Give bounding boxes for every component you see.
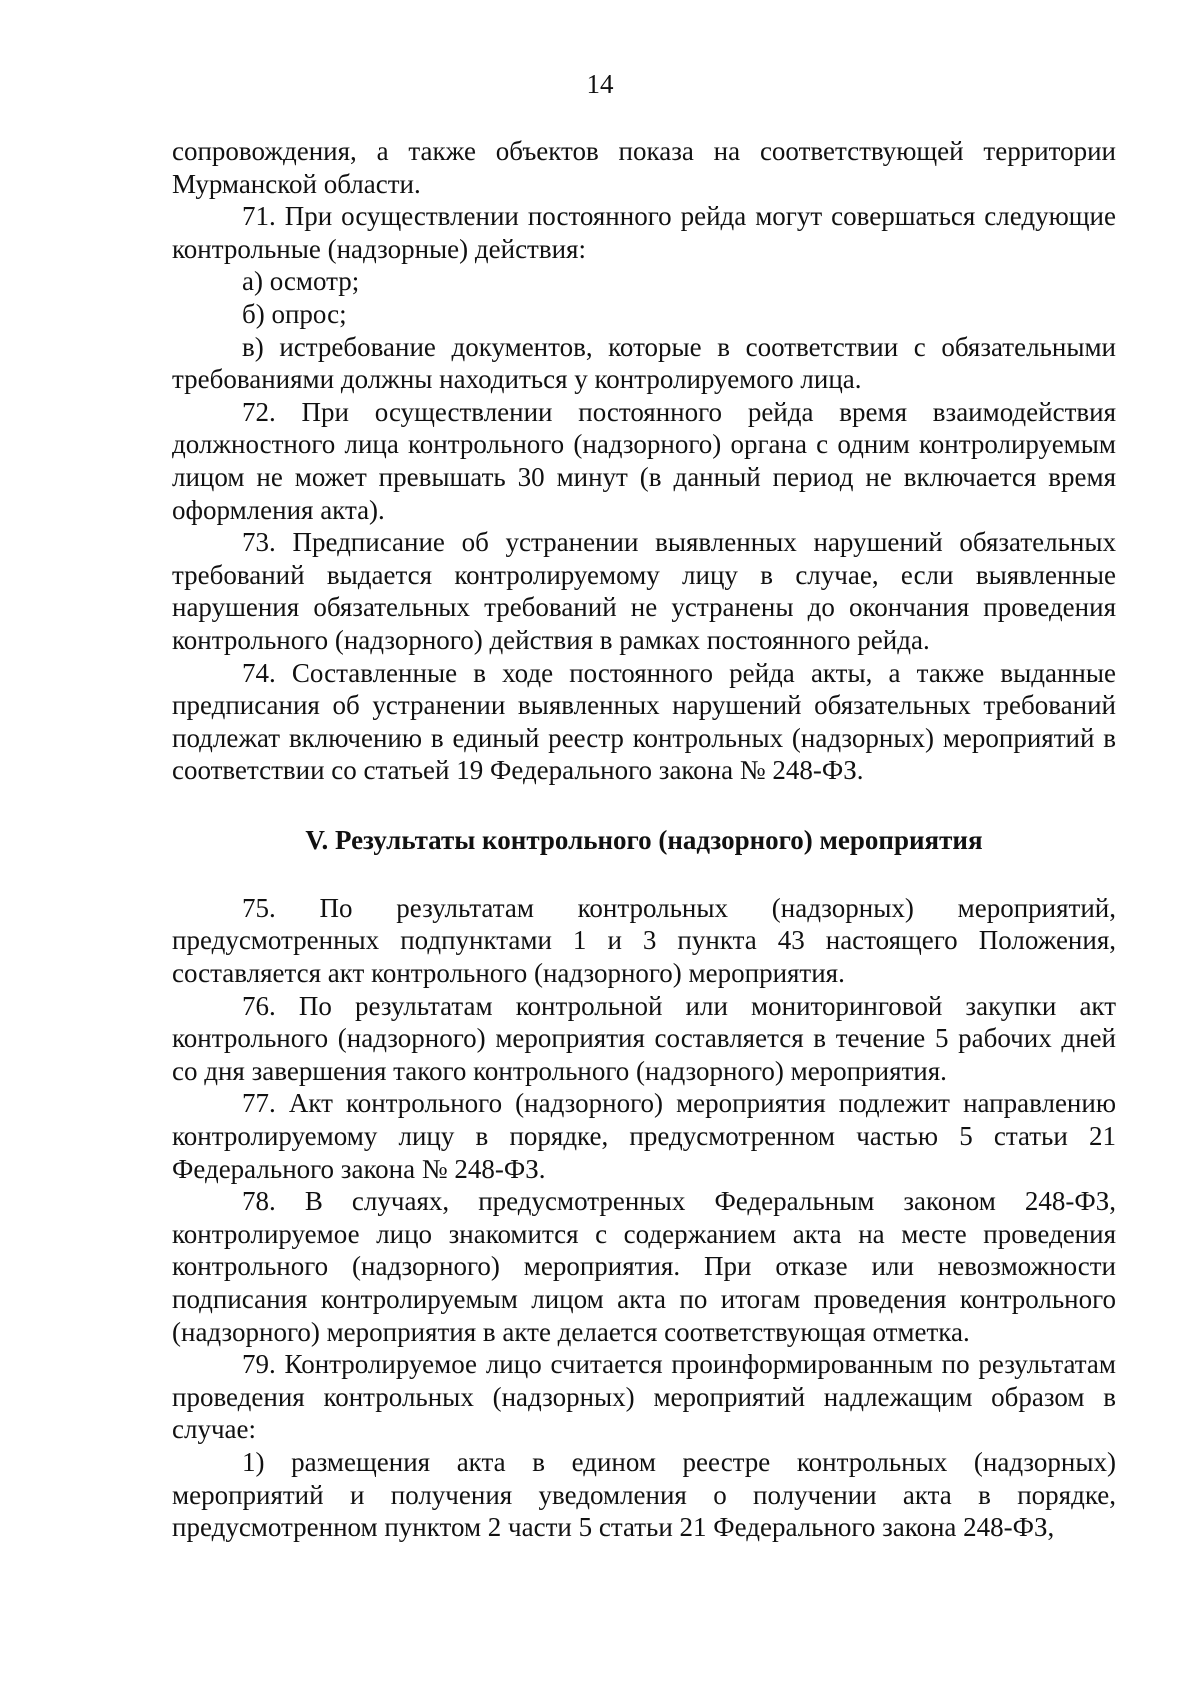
paragraph-72: 72. При осуществлении постоянного рейда время взаимодействия должностного лица контрольного (надзорного) органа с одним контролируемым лицом не может превышать 30 минут (в данный период не включается время оформления акта).	[172, 396, 1116, 525]
list-item-b: б) опрос;	[242, 298, 347, 329]
list-item-1: 1) размещения акта в едином реестре контрольных (надзорных) мероприятий и получения уведомления о получении акта в порядке, предусмотренном пунктом 2 части 5 статьи 21 Федерального закона 248-ФЗ,	[172, 1446, 1116, 1543]
paragraph-75: 75. По результатам контрольных (надзорных) мероприятий, предусмотренных подпунктами 1 и 3 пункта 43 настоящего Положения, составляется акт контрольного (надзорного) мероприятия.	[172, 892, 1116, 989]
section-heading: V. Результаты контрольного (надзорного) мероприятия	[305, 824, 983, 855]
paragraph-continuation: сопровождения, а также объектов показа на соответствующей территории Мурманской области.	[172, 136, 1116, 199]
paragraph-76: 76. По результатам контрольной или мониторинговой закупки акт контрольного (надзорного) мероприятия составляется в течение 5 рабочих дней со дня завершения такого контрольного (надзорного) мероприятия.	[172, 990, 1116, 1086]
paragraph-74: 74. Составленные в ходе постоянного рейда акты, а также выданные предписания об устранении выявленных нарушений обязательных требований подлежат включению в единый реестр контрольных (надзорных) мероприятий в соответствии со статьей 19 Федерального закона № 248-ФЗ.	[172, 657, 1116, 786]
list-item-v: в) истребование документов, которые в соответствии с обязательными требованиями должны находиться у контролируемого лица.	[172, 331, 1116, 395]
document-body	[172, 135, 1116, 1544]
paragraph-71: 71. При осуществлении постоянного рейда могут совершаться следующие контрольные (надзорные) действия:	[172, 201, 1116, 264]
list-item-a: а) осмотр;	[242, 266, 360, 297]
paragraph-79: 79. Контролируемое лицо считается проинформированным по результатам проведения контрольных (надзорных) мероприятий надлежащим образом в случае:	[172, 1349, 1116, 1445]
paragraph-78: 78. В случаях, предусмотренных Федеральным законом 248-ФЗ, контролируемое лицо знакомится с содержанием акта на месте проведения контрольного (надзорного) мероприятия. При отказе или невозможности подписания контролируемым лицом акта по итогам проведения контрольного (надзорного) мероприятия в акте делается соответствующая отметка.	[172, 1186, 1116, 1347]
paragraph-77: 77. Акт контрольного (надзорного) мероприятия подлежит направлению контролируемому лицу в порядке, предусмотренном частью 5 статьи 21 Федерального закона № 248-ФЗ.	[172, 1088, 1116, 1184]
page-number: 14	[586, 69, 614, 99]
paragraph-73: 73. Предписание об устранении выявленных нарушений обязательных требований выдается контролируемому лицу в случае, если выявленные нарушения обязательных требований не устранены до окончания проведения контрольного (надзорного) действия в рамках постоянного рейда.	[172, 527, 1116, 655]
